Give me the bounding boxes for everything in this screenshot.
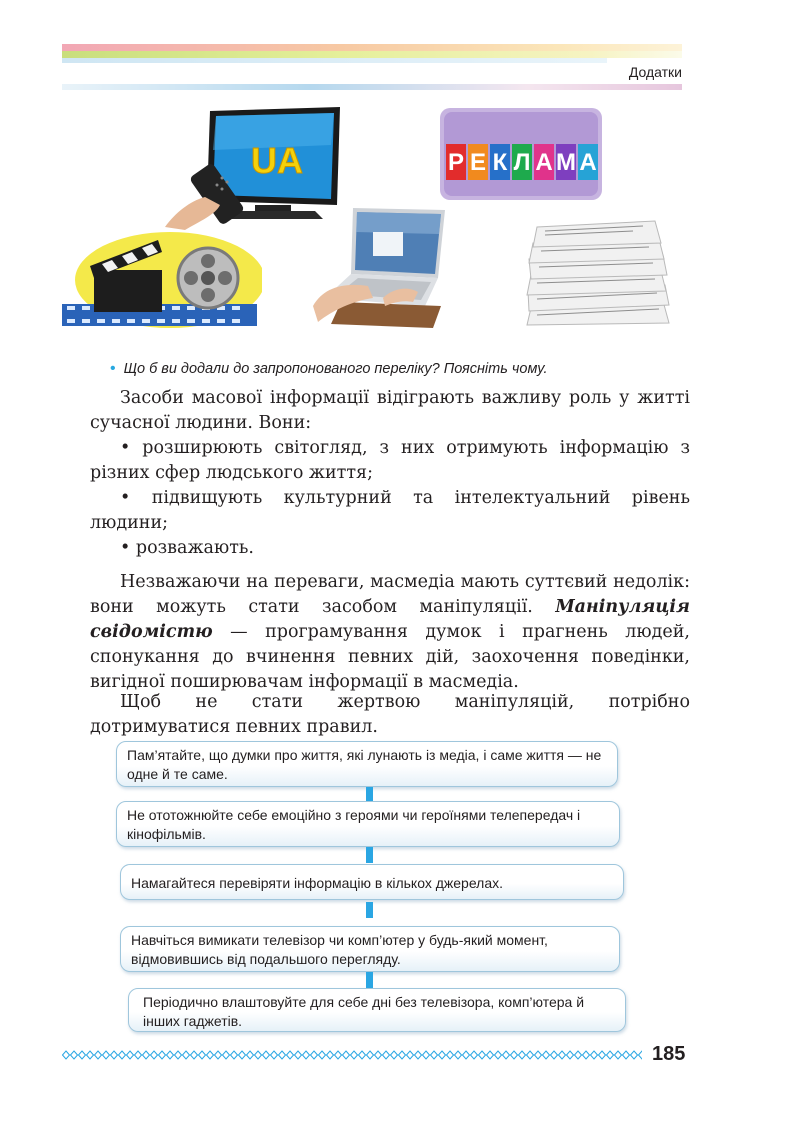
ad-letter: А — [579, 149, 597, 176]
question-text: Що б ви додали до запропонованого переліку? Поясніть чому. — [123, 361, 548, 377]
ad-letter: М — [556, 149, 576, 176]
bullet-item: • підвищують культурний та інтелектуальний рівень людини; — [90, 488, 690, 533]
rule-box: Навчіться вимикати телевізор чи комп’ютер у будь-який момент, відмовившись від подальшого перегляду. — [120, 926, 620, 972]
laptop-illustration — [313, 206, 453, 331]
bullet-icon: • — [110, 360, 116, 377]
bullet-item: • розважають. — [120, 538, 254, 558]
flow-connector — [366, 972, 373, 988]
rule-box: Пам’ятайте, що думки про життя, які лунають із медіа, і саме життя — не одне й те саме. — [116, 741, 618, 787]
rule-box: Не ототожнюйте себе емоційно з героями чи героїнями телепередач і кінофільмів. — [116, 801, 620, 847]
paragraph-rules-intro: Щоб не стати жертвою маніпуляцій, потрібно дотримуватися певних правил. — [90, 692, 690, 737]
ad-letter: А — [535, 149, 553, 176]
ad-letter: Е — [469, 149, 487, 176]
page-number: 185 — [652, 1043, 686, 1065]
discussion-question — [110, 360, 548, 378]
header-rule — [62, 84, 682, 90]
advertising-illustration — [440, 108, 602, 200]
cinema-illustration — [62, 222, 262, 334]
section-title: Додатки — [628, 64, 682, 80]
rule-box: Періодично влаштовуйте для себе дні без телевізора, комп’ютера й інших гаджетів. — [128, 988, 626, 1032]
paragraph-text: Незважаючи на переваги, масмедіа мають суттєвий недолік: вони можуть стати засобом маніпуляції. — [90, 572, 690, 617]
ad-letter: Р — [447, 149, 465, 176]
term-manipulation: Маніпуляція свідомістю — [90, 597, 690, 642]
bullet-item: • розширюють світогляд, з них отримують інформацію з різних сфер людського життя; — [90, 438, 690, 483]
ad-letter: К — [492, 149, 508, 176]
paragraph-manipulation — [90, 570, 690, 695]
flow-connector — [366, 902, 373, 918]
newspapers-illustration — [523, 213, 673, 328]
flow-connector — [366, 847, 373, 863]
tv-logo-text: UA — [251, 140, 303, 181]
paragraph-intro: Засоби масової інформації відіграють важливу роль у житті сучасної людини. Вони: — [90, 388, 690, 433]
paragraph-text: — програмування думок і прагнень людей, спонукання до вчинення певних дій, заохочення поведінки, вигідної поширювачам інформації в масмедіа. — [90, 622, 690, 692]
rule-box: Намагайтеся перевіряти інформацію в кількох джерелах. — [120, 864, 624, 900]
ad-letter: Л — [513, 149, 531, 176]
footer-decoration — [62, 1049, 642, 1061]
